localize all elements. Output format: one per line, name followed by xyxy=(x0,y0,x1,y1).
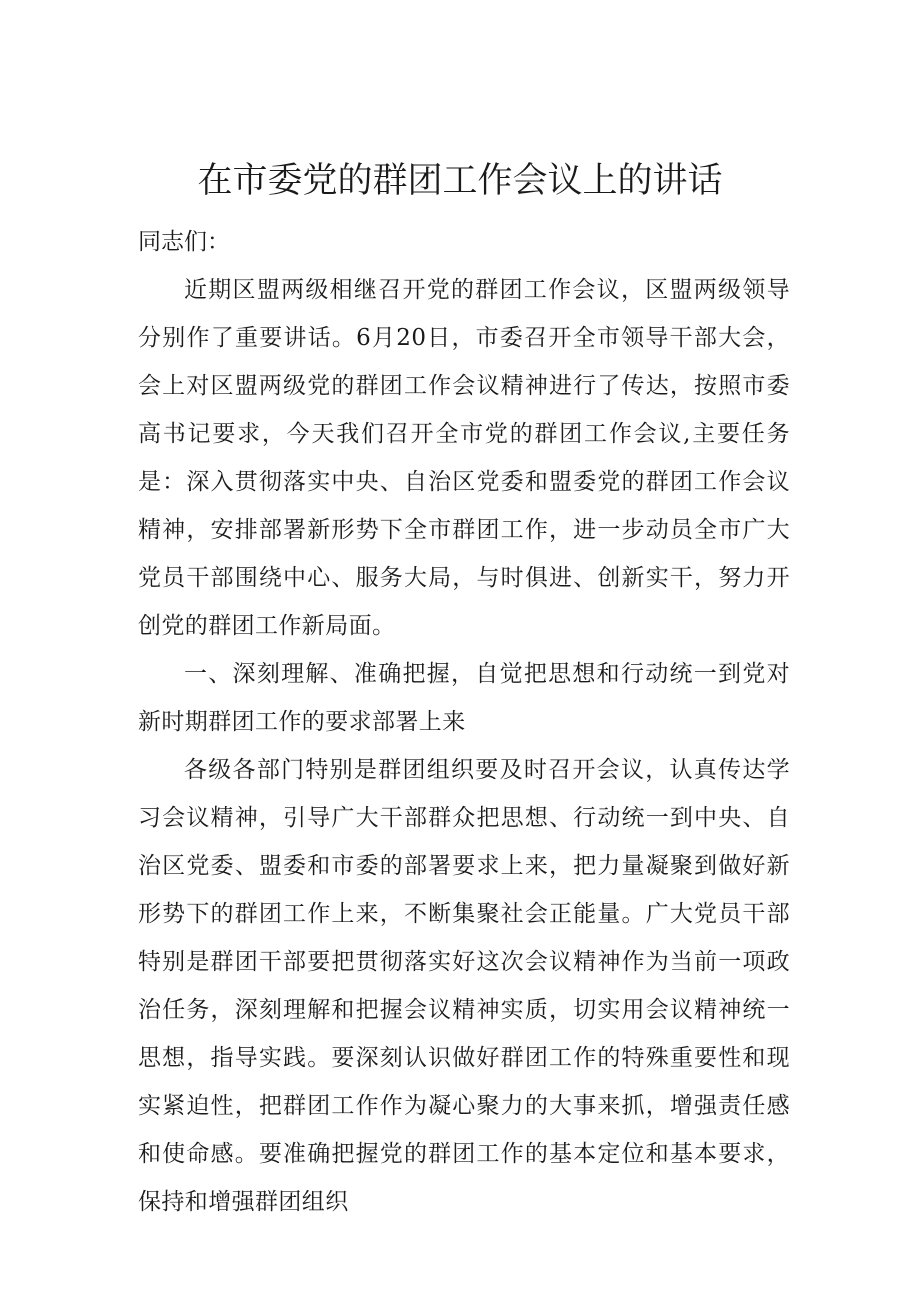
paragraph-section-one: 各级各部门特别是群团组织要及时召开会议，认真传达学习会议精神，引导广大干部群众把思想、行动统一到中央、自治区党委、盟委和市委的部署要求上来，把力量凝聚到做好新形势下的群团工作上来，不断集聚社会正能量。广大党员干部特别是群团干部要把贯彻落实好这次会议精神作为当前一项政治任务，深刻理解和把握会议精神实质，切实用会议精神统一思想，指导实践。要深刻认识做好群团工作的特殊重要性和现实紧迫性，把群团工作作为凝心聚力的大事来抓，增强责任感和使命感。要准确把握党的群团工作的基本定位和基本要求，保持和增强群团组织 xyxy=(138,757,790,1215)
paragraph-intro: 近期区盟两级相继召开党的群团工作会议，区盟两级领导分别作了重要讲话。6月20日，市委召开全市领导干部大会，会上对区盟两级党的群团工作会议精神进行了传达，按照市委高书记要求，今天我们召开全市党的群团工作会议,主要任务是：深入贯彻落实中央、自治区党委和盟委党的群团工作会议精神，安排部署新形势下全市群团工作，进一步动员全市广大党员干部围绕中心、服务大局，与时俱进、创新实干，努力开创党的群团工作新局面。 xyxy=(138,277,790,639)
salutation: 同志们： xyxy=(138,229,230,255)
section-heading-one: 一、深刻理解、准确把握，自觉把思想和行动统一到党对新时期群团工作的要求部署上来 xyxy=(138,661,790,735)
document-title: 在市委党的群团工作会议上的讲话 xyxy=(197,161,723,201)
document-body xyxy=(138,266,790,1226)
